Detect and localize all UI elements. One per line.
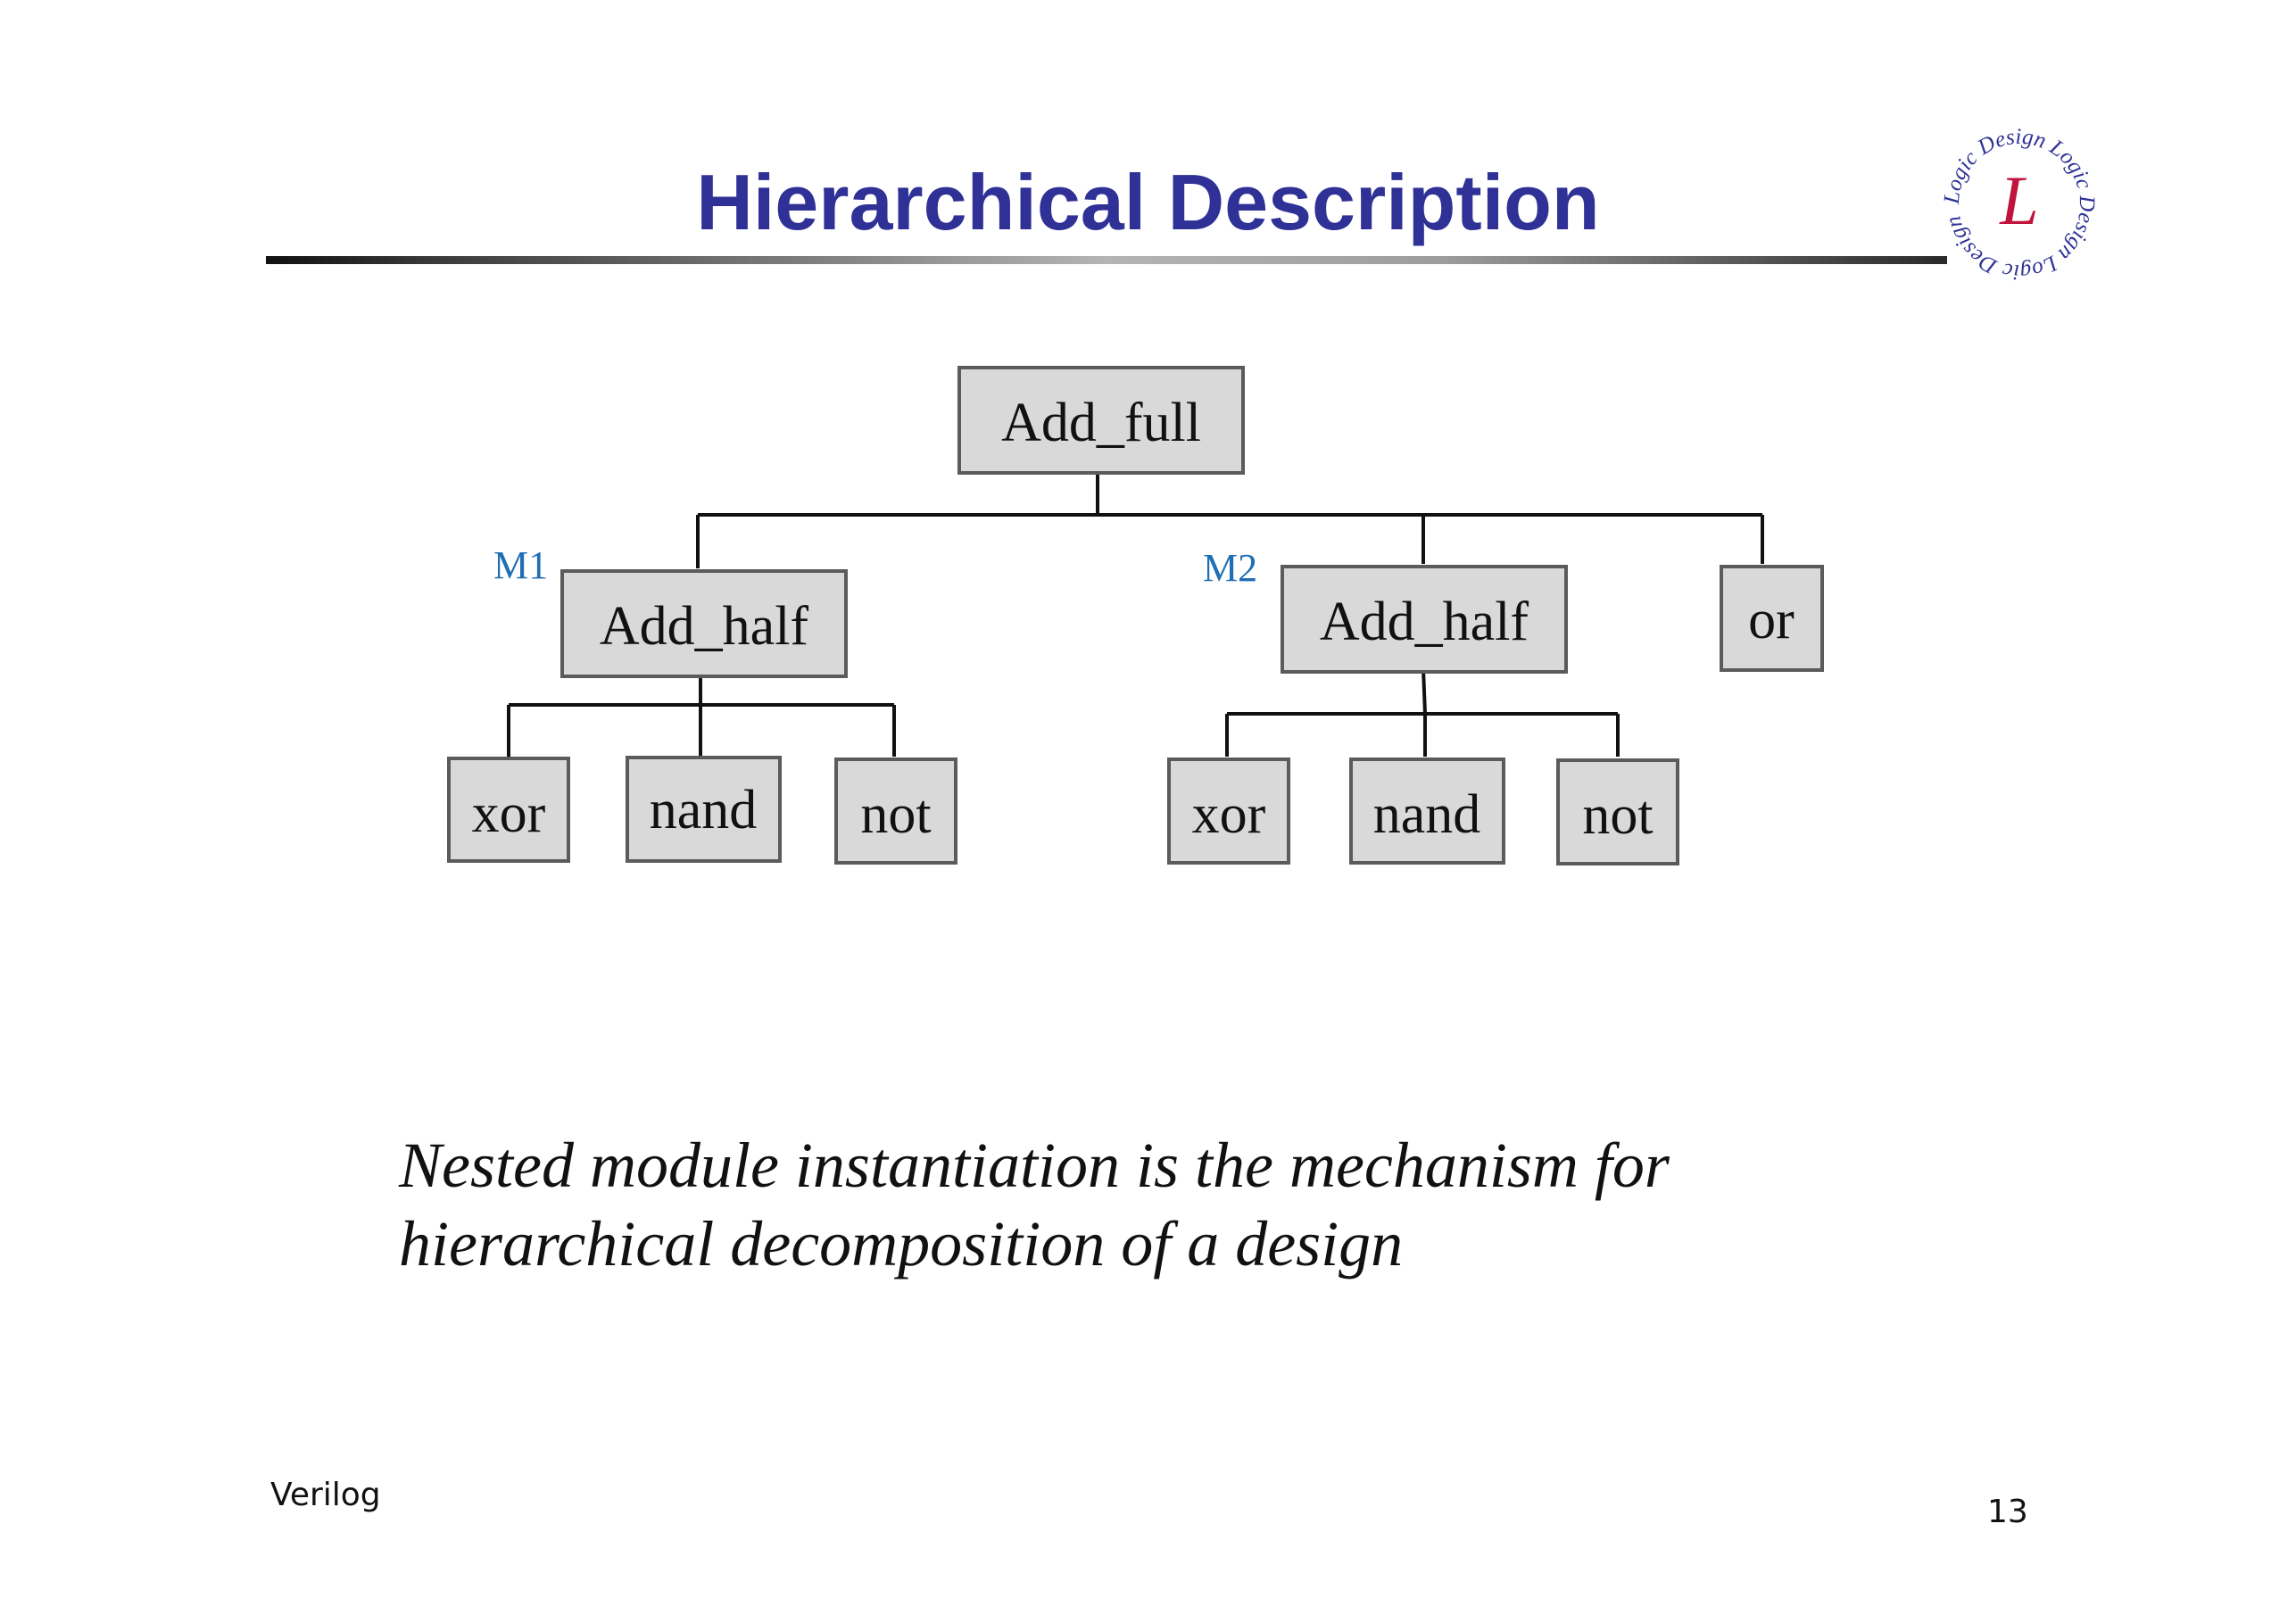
node-m2-not (1558, 760, 1678, 864)
node-add-half-m1 (562, 571, 846, 676)
svg-text:Add_half: Add_half (599, 596, 809, 657)
caption-line-1: Nested module instantiation is the mechanism for (399, 1130, 1670, 1201)
node-or (1721, 567, 1822, 670)
slide-title: Hierarchical Description (696, 158, 1600, 246)
svg-text:or: or (1748, 590, 1795, 650)
instance-label-m1: M1 (493, 543, 549, 587)
svg-text:xor: xor (471, 783, 546, 844)
node-m1-not (836, 759, 956, 863)
node-m1-xor (449, 758, 568, 861)
svg-text:not: not (860, 784, 932, 845)
node-add-full (959, 368, 1243, 473)
node-m1-nand (627, 758, 780, 861)
svg-text:Add_full: Add_full (1001, 393, 1201, 453)
edge-m2-down (1423, 669, 1425, 714)
instance-label-m2: M2 (1203, 546, 1258, 590)
caption-line-2: hierarchical decomposition of a design (399, 1208, 1404, 1279)
svg-text:nand: nand (1372, 784, 1481, 845)
svg-text:not: not (1582, 785, 1654, 846)
node-add-half-m2 (1282, 567, 1566, 672)
page-number: 13 (1987, 1494, 2028, 1530)
svg-text:nand: nand (649, 780, 758, 840)
svg-text:Logic Design Logic Design Logi: Logic Design Logic Design Logic Design (1939, 124, 2100, 285)
svg-text:L: L (2000, 161, 2039, 239)
node-m2-xor (1169, 759, 1289, 863)
svg-text:Add_half: Add_half (1319, 592, 1529, 652)
footer-course-label: Verilog (270, 1477, 381, 1513)
svg-text:xor: xor (1191, 784, 1266, 845)
slide-caption (399, 1126, 1916, 1283)
node-m2-nand (1351, 759, 1504, 863)
